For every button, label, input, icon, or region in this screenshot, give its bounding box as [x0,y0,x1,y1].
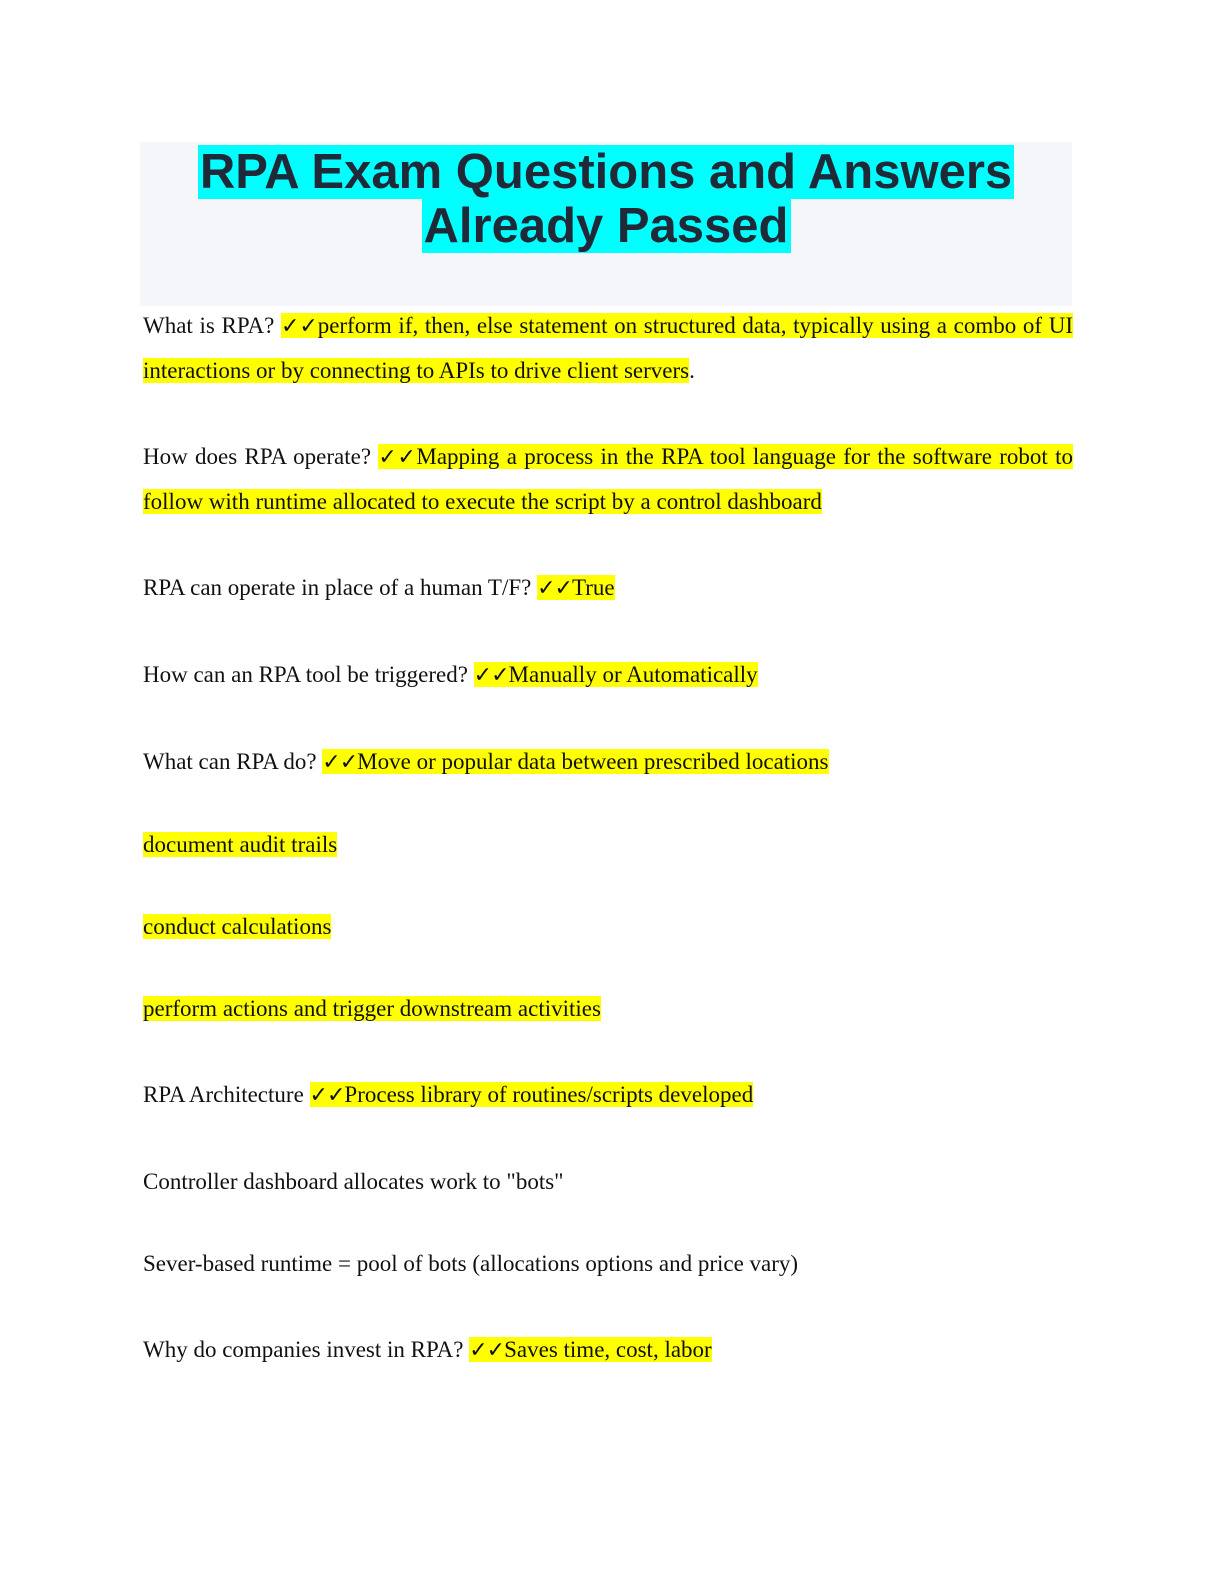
answer-text: perform if, then, else statement on structured data, typically using a combo of UI interactions or by connecting to APIs to drive client servers [143,313,1073,383]
check-mark-icon: ✓✓ [322,750,358,775]
question-text: How can an RPA tool be triggered? [143,662,468,687]
answer-text: Saves time, cost, labor [504,1337,712,1362]
answer-text: Mapping a process in the RPA tool language for the software robot to follow with runtime allocated to execute the script by a control dashboard [143,444,1074,514]
qa-item [143,1073,1073,1118]
answer-continuation [143,823,1073,867]
architecture-note [143,1242,1073,1286]
title-line-1: RPA Exam Questions and Answers [199,145,1013,199]
question-text: What can RPA do? [143,749,317,774]
qa-item [143,435,1073,524]
qa-item [143,1328,1073,1373]
qa-item [143,566,1073,611]
check-mark-icon: ✓✓ [469,1338,505,1363]
check-mark-icon: ✓✓ [537,576,572,601]
document-body [143,304,1073,1373]
title-line-2: Already Passed [423,199,789,253]
title-block [140,142,1072,306]
answer-highlight [474,662,758,687]
question-text: How does RPA operate? [143,444,372,469]
qa-item [143,740,1073,785]
answer-highlight [143,313,1073,383]
answer-text: Move or popular data between prescribed locations [357,749,829,774]
answer-text: True [571,575,615,600]
check-mark-icon: ✓✓ [378,445,417,470]
answer-continuation [143,905,1073,949]
qa-item [143,304,1073,393]
check-mark-icon: ✓✓ [309,1083,345,1108]
answer-highlight [469,1337,711,1362]
answer-text: Manually or Automatically [508,662,758,687]
question-text: Why do companies invest in RPA? [143,1337,464,1362]
answer-highlight [322,749,828,774]
page-title [140,142,1072,253]
question-text: RPA Architecture [143,1082,304,1107]
check-mark-icon: ✓✓ [280,314,318,339]
question-text: RPA can operate in place of a human T/F? [143,575,532,600]
answer-trailing-period: . [689,358,695,383]
answer-text: Process library of routines/scripts developed [344,1082,754,1107]
answer-continuation [143,987,1073,1031]
answer-text: document audit trails [143,832,338,857]
check-mark-icon: ✓✓ [473,663,509,688]
answer-text: perform actions and trigger downstream activities [143,996,601,1021]
architecture-note [143,1160,1073,1204]
answer-highlight [537,575,614,600]
note-text: Controller dashboard allocates work to "bots" [143,1169,564,1194]
answer-text: conduct calculations [143,914,332,939]
answer-highlight [310,1082,754,1107]
qa-item [143,653,1073,698]
note-text: Sever-based runtime = pool of bots (allocations options and price vary) [143,1251,799,1276]
question-text: What is RPA? [143,313,275,338]
